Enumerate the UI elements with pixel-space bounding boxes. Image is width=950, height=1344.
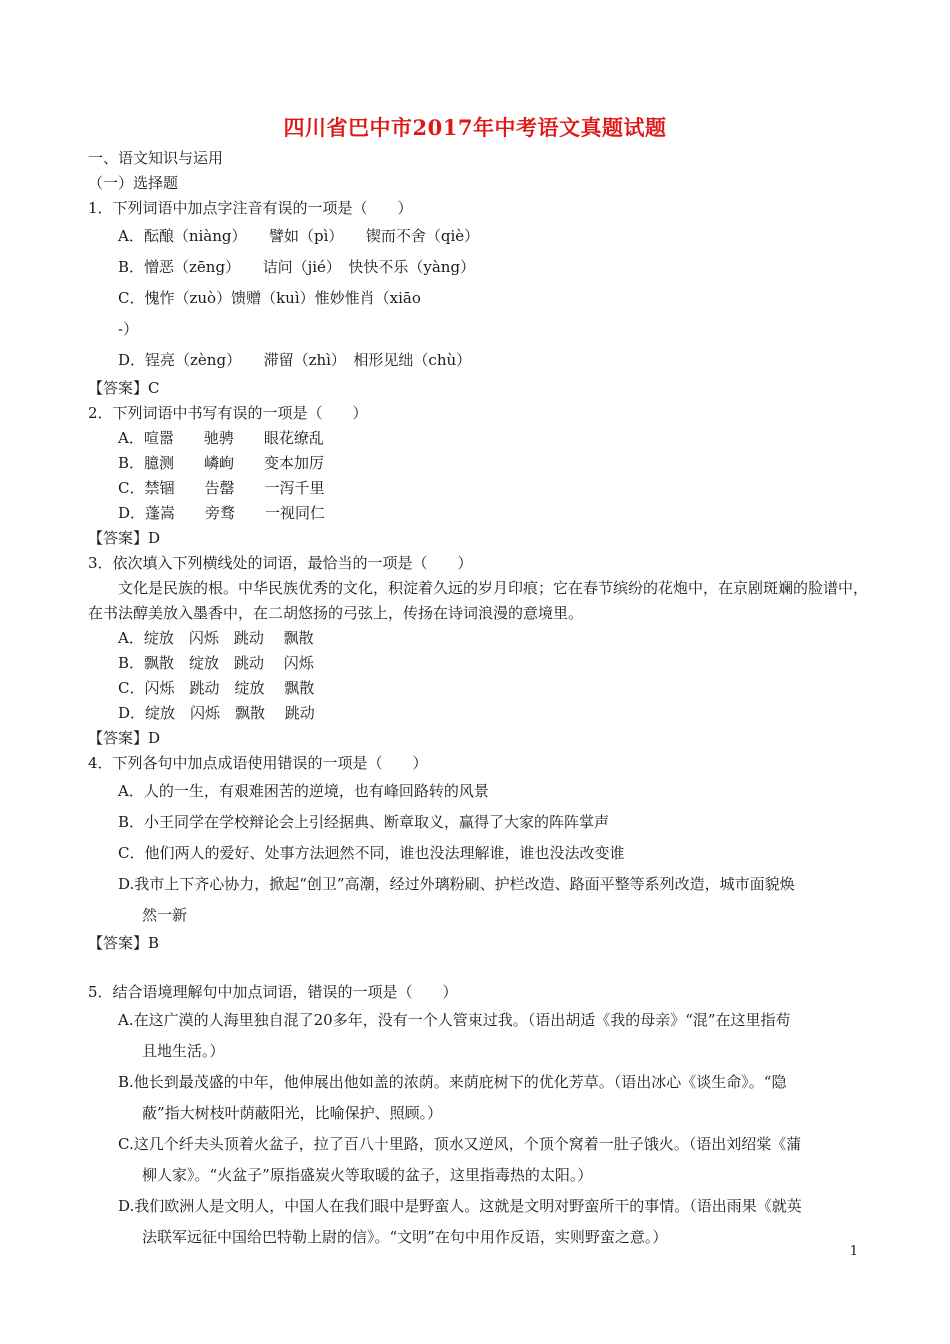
- question-4-option-a: A．人的一生，有艰难困苦的逆境，也有峰回路转的风景: [118, 782, 489, 800]
- question-1-option-c-cont: -）: [118, 320, 139, 338]
- subsection-heading: （一）选择题: [88, 174, 179, 192]
- question-3-answer: 【答案】D: [88, 729, 161, 747]
- question-4-option-d-cont: 然一新: [142, 906, 188, 924]
- question-3-option-d: D．绽放 闪烁 飘散 跳动: [118, 704, 315, 722]
- question-5-option-d: D.我们欧洲人是文明人，中国人在我们眼中是野蛮人。这就是文明对野蛮所干的事情。（语出雨果《就英: [118, 1197, 802, 1215]
- question-4-option-b: B．小王同学在学校辩论会上引经据典、断章取义，赢得了大家的阵阵掌声: [118, 813, 610, 831]
- question-1-option-d: D．锃亮（zèng） 滞留（zhì） 相形见绌（chù）: [118, 351, 472, 369]
- question-1-answer: 【答案】C: [88, 379, 160, 397]
- section-heading: 一、语文知识与运用: [88, 149, 224, 167]
- question-4-option-d: D.我市上下齐心协力，掀起“创卫”高潮，经过外璃粉刷、护栏改造、路面平整等系列改造，城市面貌焕: [118, 875, 795, 893]
- question-5-option-c-cont: 柳人家》。“火盆子”原指盛炭火等取暖的盆子，这里指毒热的太阳。）: [142, 1166, 593, 1184]
- question-3-option-a: A．绽放 闪烁 跳动 飘散: [118, 629, 314, 647]
- question-2-option-d: D．蓬嵩 旁骛 一视同仁: [118, 504, 326, 522]
- question-3-passage: 文化是民族的根。中华民族优秀的文化，积淀着久远的岁月印痕；它在春节缤纷的花炮中，在京剧斑斓的脸谱中，在书法醇美放入墨香中，在二胡悠扬的弓弦上，传扬在诗词浪漫的意境里。: [88, 579, 869, 622]
- question-1-option-b: B．憎恶（zēng） 诘问（jié） 快快不乐（yàng）: [118, 258, 476, 276]
- question-2-option-a: A．喧嚣 驰骋 眼花缭乱: [118, 429, 324, 447]
- question-5-option-b: B.他长到最茂盛的中年，他伸展出他如盖的浓荫。来荫庇树下的优化芳草。（语出冰心《谈生命》。“隐: [118, 1073, 787, 1091]
- question-3-option-b: B．飘散 绽放 跳动 闪烁: [118, 654, 314, 672]
- question-4-stem: 4．下列各句中加点成语使用错误的一项是（ ）: [88, 754, 428, 772]
- question-5-option-b-cont: 蔽”指大树枝叶荫蔽阳光，比喻保护、照顾。）: [142, 1104, 443, 1122]
- question-4-option-c: C．他们两人的爱好、处事方法迥然不同，谁也没法理解谁，谁也没法改变谁: [118, 844, 625, 862]
- question-1-option-c: C．愧怍（zuò）馈赠（kuì）惟妙惟肖（xiāo: [118, 289, 421, 307]
- document-body: [88, 146, 870, 1253]
- question-1-option-a: A．酝酿（niàng） 譬如（pì） 锲而不舍（qiè）: [118, 227, 480, 245]
- question-5-stem: 5．结合语境理解句中加点词语，错误的一项是（ ）: [88, 983, 458, 1001]
- question-2-stem: 2．下列词语中书写有误的一项是（ ）: [88, 404, 368, 422]
- question-1-stem: 1．下列词语中加点字注音有误的一项是（ ）: [88, 199, 413, 217]
- question-5-option-c: C.这几个纤夫头顶着火盆子，拉了百八十里路，顶水又逆风，个顶个窝着一肚子饿火。（语出刘绍棠《蒲: [118, 1135, 802, 1153]
- question-2-option-c: C．禁锢 告罄 一泻千里: [118, 479, 325, 497]
- page-title: 四川省巴中市2017年中考语文真题试题: [283, 115, 667, 140]
- question-2-option-b: B．臆测 嶙峋 变本加厉: [118, 454, 325, 472]
- question-5-option-a: A.在这广漠的人海里独自混了20多年，没有一个人管束过我。（语出胡适《我的母亲》“混”在这里指苟: [118, 1011, 791, 1029]
- question-3-option-c: C．闪烁 跳动 绽放 飘散: [118, 679, 315, 697]
- question-2-answer: 【答案】D: [88, 529, 161, 547]
- question-4-answer: 【答案】B: [88, 934, 160, 952]
- question-3-stem: 3．依次填入下列横线处的词语，最恰当的一项是（ ）: [88, 554, 473, 572]
- question-5-option-d-cont: 法联军远征中国给巴特勒上尉的信》。“文明”在句中用作反语，实则野蛮之意。）: [142, 1228, 668, 1246]
- page-number: 1: [849, 1244, 858, 1259]
- question-5-option-a-cont: 且地生活。）: [142, 1042, 225, 1060]
